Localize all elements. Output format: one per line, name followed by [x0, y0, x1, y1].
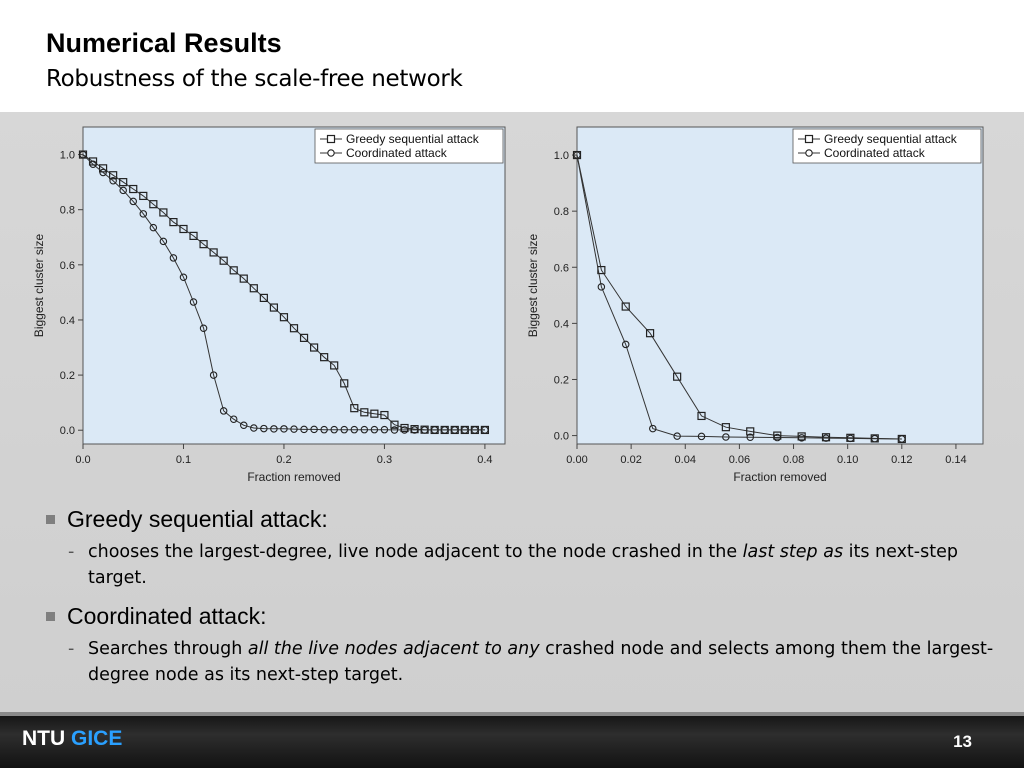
legend-label: Coordinated attack	[824, 146, 925, 160]
x-tick-label: 0.00	[566, 454, 588, 466]
bullet-heading: Coordinated attack:	[67, 603, 267, 629]
dash-marker: -	[68, 639, 75, 659]
x-tick-label: 0.10	[836, 454, 859, 466]
slide-subtitle: Robustness of the scale-free network	[46, 66, 463, 92]
x-tick-label: 0.02	[620, 454, 642, 466]
legend-label: Coordinated attack	[346, 146, 447, 160]
page-number: 13	[953, 732, 972, 751]
legend-label: Greedy sequential attack	[346, 132, 479, 146]
x-axis-label: Fraction removed	[247, 470, 341, 484]
dash-marker: -	[68, 542, 75, 562]
brand-primary: NTU	[22, 727, 66, 750]
plot-area	[83, 127, 505, 444]
y-tick-label: 0.4	[553, 318, 569, 331]
content-area	[0, 112, 1024, 712]
sub-bullet-text: Searches through all the live nodes adjacent to any crashed node and selects among them the largest-degree node as its next-step target.	[88, 639, 994, 685]
legend-marker-square	[806, 136, 813, 143]
x-tick-label: 0.2	[276, 454, 292, 466]
x-tick-label: 0.08	[782, 454, 805, 466]
y-tick-label: 0.6	[59, 259, 75, 272]
bullet-coordinated	[46, 603, 996, 630]
chart-right	[515, 112, 995, 492]
brand-secondary: GICE	[71, 727, 123, 750]
y-tick-label: 1.0	[553, 150, 569, 163]
x-tick-label: 0.06	[728, 454, 751, 466]
brand-logo	[22, 727, 122, 751]
plot-area	[577, 127, 983, 444]
footer-divider	[0, 712, 1024, 716]
x-tick-label: 0.1	[175, 454, 192, 466]
y-tick-label: 0.4	[59, 314, 75, 327]
x-axis-label: Fraction removed	[733, 470, 827, 484]
y-tick-label: 0.2	[553, 374, 569, 387]
chart-left	[20, 112, 520, 492]
x-tick-label: 0.4	[477, 454, 493, 466]
footer-bar	[0, 712, 1024, 768]
y-axis-label: Biggest cluster size	[526, 233, 540, 338]
legend-marker-circle	[328, 150, 334, 156]
y-tick-label: 0.0	[59, 425, 75, 438]
sub-bullet-text: chooses the largest-degree, live node adjacent to the node crashed in the last step as its next-step target.	[88, 542, 958, 588]
x-tick-label: 0.3	[376, 454, 393, 466]
x-tick-label: 0.0	[75, 454, 91, 466]
bullet-list	[46, 506, 996, 700]
legend-marker-circle	[806, 150, 812, 156]
x-tick-label: 0.14	[945, 454, 967, 466]
bullet-marker	[46, 612, 55, 621]
x-tick-label: 0.04	[674, 454, 696, 466]
y-tick-label: 0.0	[553, 430, 569, 443]
slide-title: Numerical Results	[46, 28, 282, 58]
bullet-marker	[46, 515, 55, 524]
y-tick-label: 0.6	[553, 262, 569, 275]
y-tick-label: 0.8	[59, 204, 75, 217]
legend-label: Greedy sequential attack	[824, 132, 957, 146]
sub-bullet-coordinated	[68, 636, 996, 688]
y-tick-label: 1.0	[59, 149, 75, 162]
sub-bullet-greedy	[68, 539, 996, 591]
bullet-heading: Greedy sequential attack:	[67, 506, 328, 532]
y-tick-label: 0.2	[59, 370, 75, 383]
y-tick-label: 0.8	[553, 206, 569, 219]
bullet-greedy	[46, 506, 996, 533]
x-tick-label: 0.12	[891, 454, 913, 466]
legend-marker-square	[328, 136, 335, 143]
y-axis-label: Biggest cluster size	[32, 233, 46, 338]
